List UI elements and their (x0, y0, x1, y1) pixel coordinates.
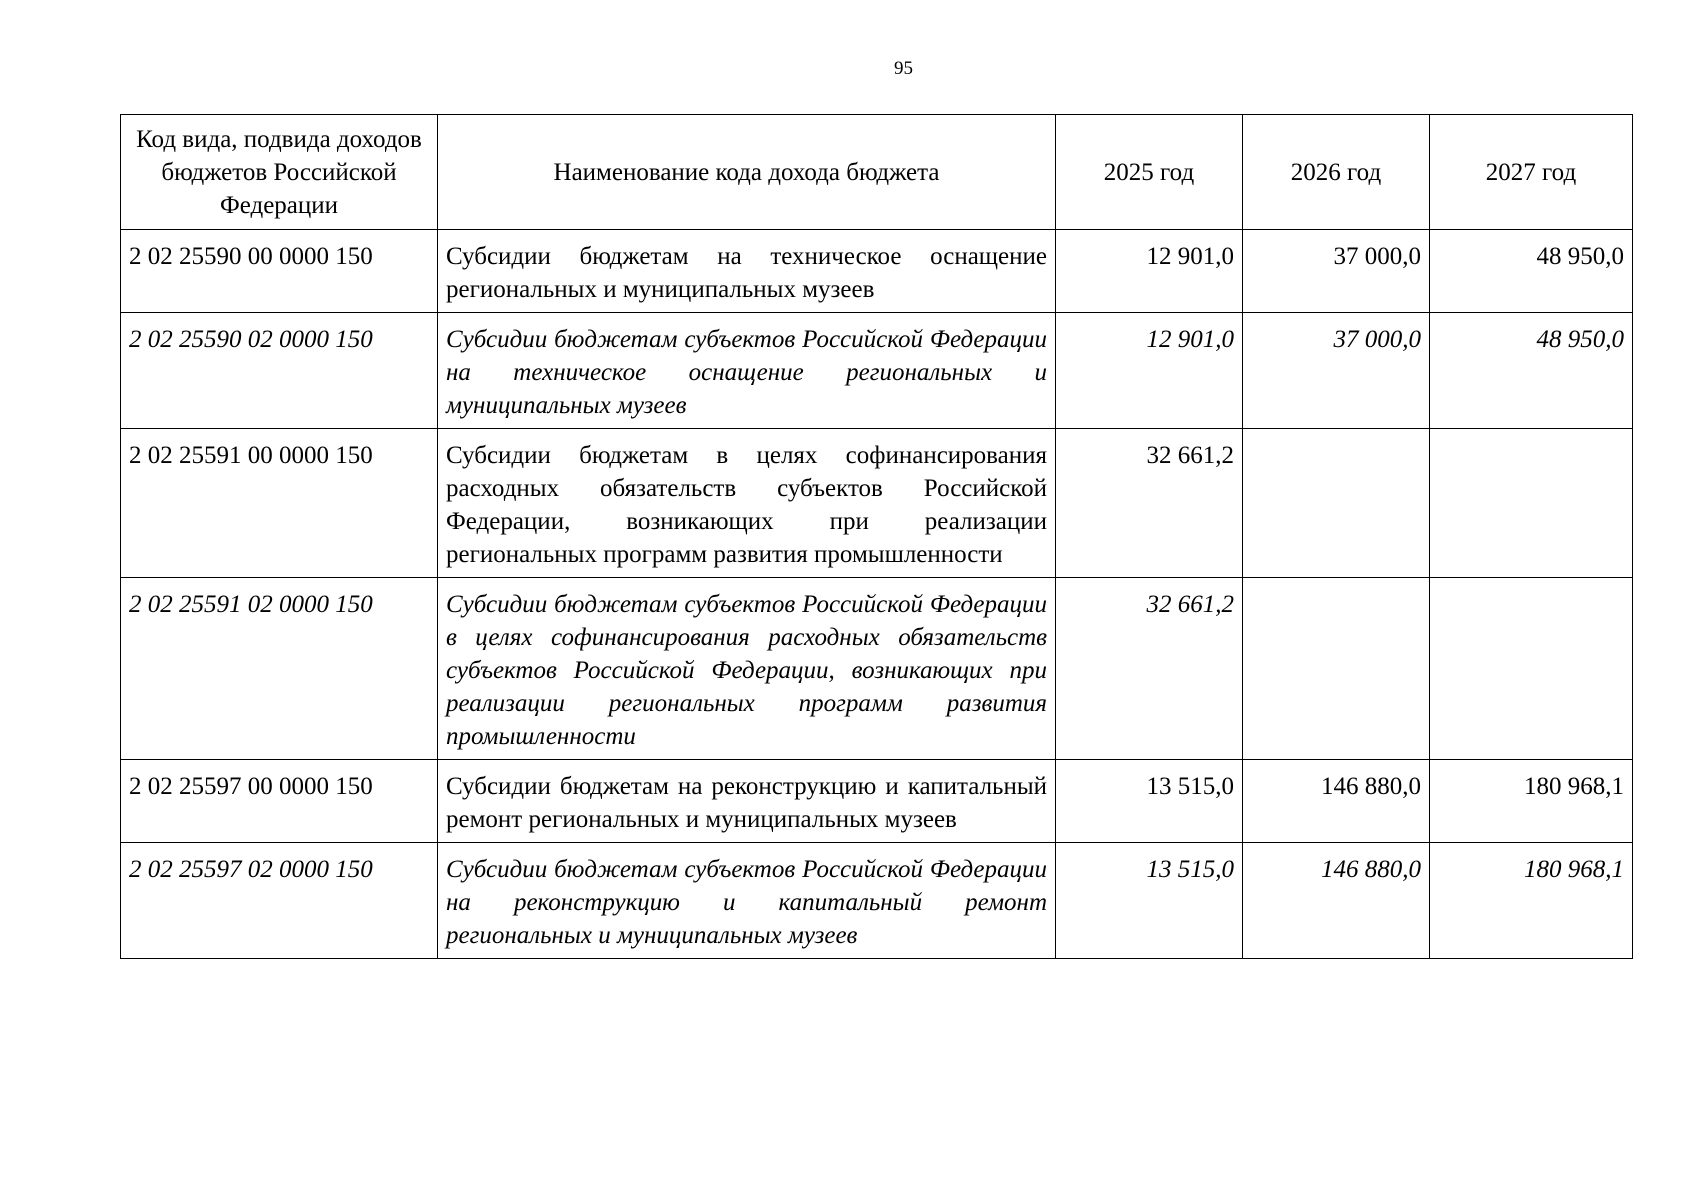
row-value-2026: 146 880,0 (1243, 760, 1430, 843)
row-value-2025: 12 901,0 (1056, 313, 1243, 429)
row-value-2027 (1430, 429, 1633, 578)
row-name: Субсидии бюджетам субъектов Российской Федерации в целях софинансирования расходных обязательств субъектов Российской Федерации, возникающих при реализации региональных программ развития промышленности (438, 578, 1056, 760)
header-code: Код вида, подвида доходов бюджетов Российской Федерации (121, 115, 438, 230)
table-row (121, 313, 1633, 429)
row-code: 2 02 25591 00 0000 150 (121, 429, 438, 578)
table-row (121, 760, 1633, 843)
row-value-2027 (1430, 578, 1633, 760)
table-row (121, 843, 1633, 959)
header-name: Наименование кода дохода бюджета (438, 115, 1056, 230)
budget-revenue-table (120, 114, 1633, 959)
row-value-2027: 180 968,1 (1430, 760, 1633, 843)
row-value-2025: 13 515,0 (1056, 843, 1243, 959)
row-code: 2 02 25597 02 0000 150 (121, 843, 438, 959)
row-code: 2 02 25590 00 0000 150 (121, 230, 438, 313)
row-code: 2 02 25591 02 0000 150 (121, 578, 438, 760)
row-value-2026 (1243, 429, 1430, 578)
row-code: 2 02 25590 02 0000 150 (121, 313, 438, 429)
header-2025: 2025 год (1056, 115, 1243, 230)
row-value-2026: 37 000,0 (1243, 230, 1430, 313)
row-value-2026: 37 000,0 (1243, 313, 1430, 429)
row-name: Субсидии бюджетам субъектов Российской Федерации на реконструкцию и капитальный ремонт региональных и муниципальных музеев (438, 843, 1056, 959)
row-name: Субсидии бюджетам на техническое оснащение региональных и муниципальных музеев (438, 230, 1056, 313)
row-code: 2 02 25597 00 0000 150 (121, 760, 438, 843)
row-value-2027: 180 968,1 (1430, 843, 1633, 959)
row-value-2026: 146 880,0 (1243, 843, 1430, 959)
row-value-2026 (1243, 578, 1430, 760)
row-value-2027: 48 950,0 (1430, 230, 1633, 313)
table-row (121, 230, 1633, 313)
header-2026: 2026 год (1243, 115, 1430, 230)
page-number: 95 (894, 58, 913, 79)
row-value-2025: 13 515,0 (1056, 760, 1243, 843)
row-value-2025: 32 661,2 (1056, 429, 1243, 578)
row-value-2027: 48 950,0 (1430, 313, 1633, 429)
row-name: Субсидии бюджетам субъектов Российской Федерации на техническое оснащение региональных и муниципальных музеев (438, 313, 1056, 429)
table-row (121, 429, 1633, 578)
row-value-2025: 12 901,0 (1056, 230, 1243, 313)
row-name: Субсидии бюджетам на реконструкцию и капитальный ремонт региональных и муниципальных музеев (438, 760, 1056, 843)
table-header-row (121, 115, 1633, 230)
row-value-2025: 32 661,2 (1056, 578, 1243, 760)
table-row (121, 578, 1633, 760)
header-2027: 2027 год (1430, 115, 1633, 230)
row-name: Субсидии бюджетам в целях софинансирования расходных обязательств субъектов Российской Федерации, возникающих при реализации региональных программ развития промышленности (438, 429, 1056, 578)
